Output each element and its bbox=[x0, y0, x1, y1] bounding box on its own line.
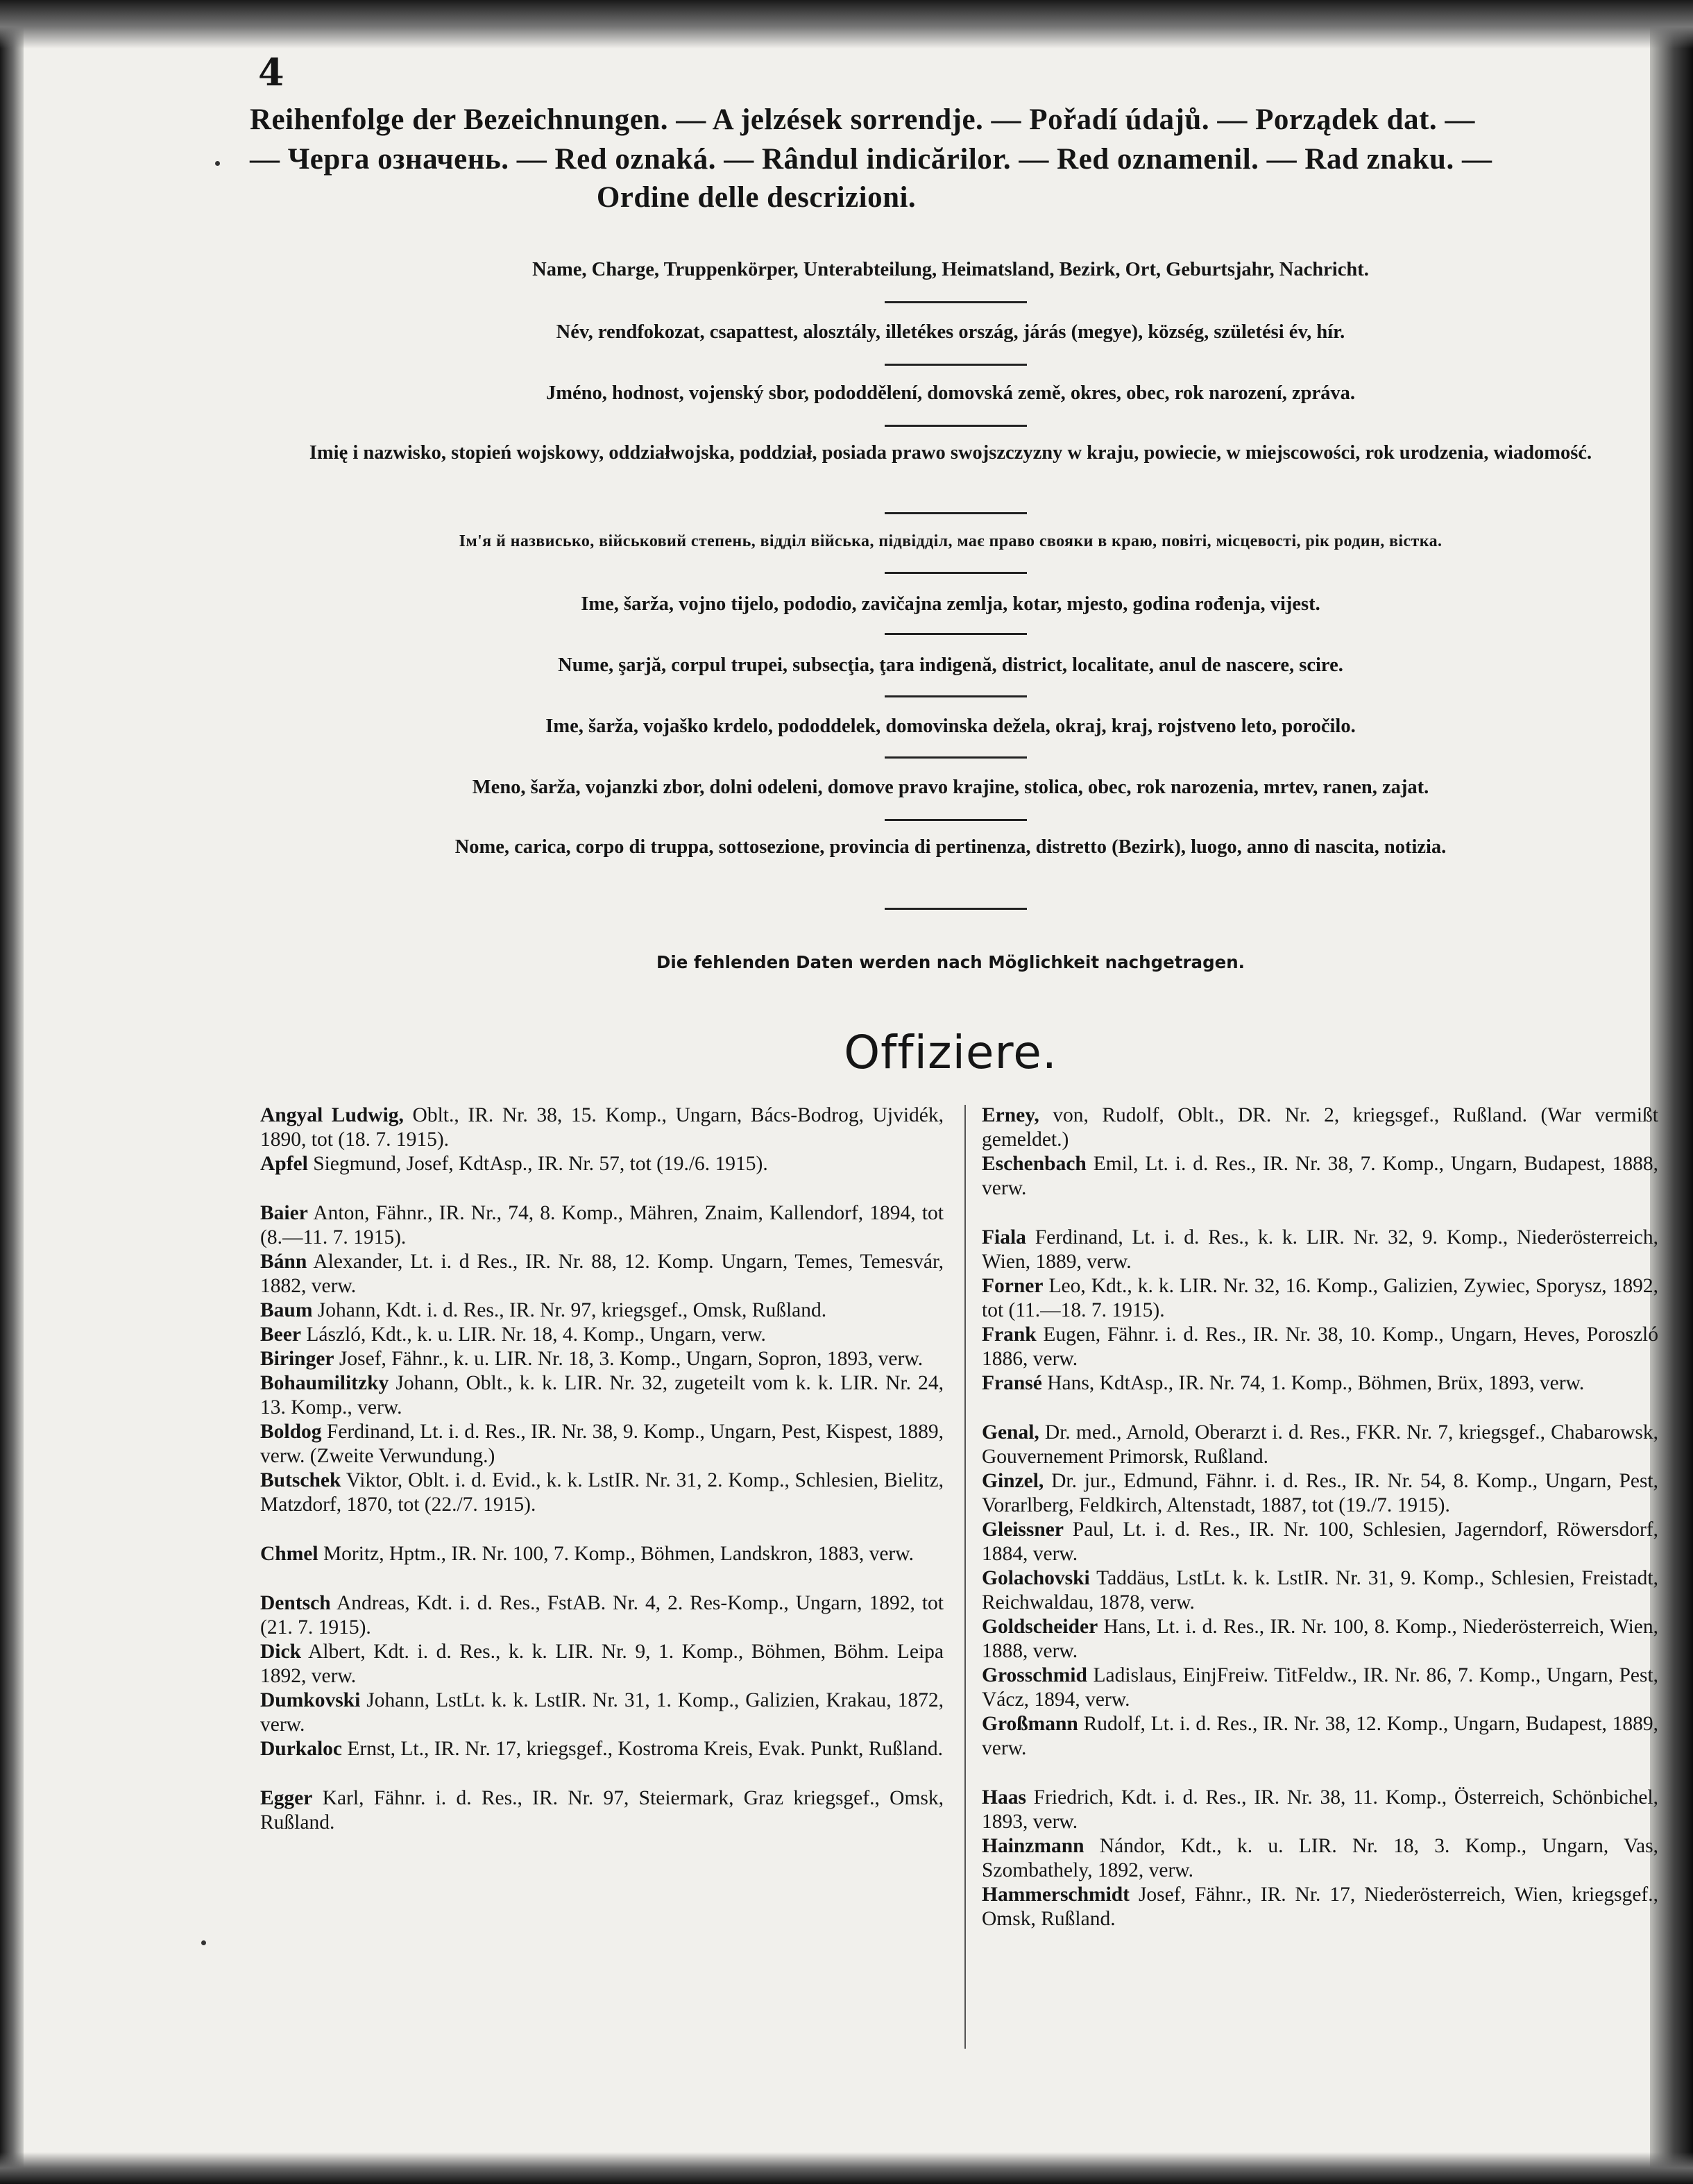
officer-details: Albert, Kdt. i. d. Res., k. k. LIR. Nr. 9, 1. Komp., Böhmen, Böhm. Leipa 1892, verw. bbox=[260, 1641, 944, 1687]
description-italian: Nome, carica, corpo di truppa, sottosezione, provincia di pertinenza, distretto (Bezirk), luogo, anno di nascita, notizia. bbox=[454, 836, 1447, 858]
officer-surname: Haas bbox=[982, 1786, 1026, 1809]
officer-surname: Biringer bbox=[260, 1348, 334, 1370]
roster-entry bbox=[982, 1469, 1658, 1518]
section-heading: Offiziere. bbox=[844, 1026, 1057, 1079]
officer-surname: Boldog bbox=[260, 1421, 322, 1443]
entry-spacer bbox=[260, 1566, 944, 1591]
roster-entry bbox=[260, 1103, 944, 1152]
entry-spacer bbox=[982, 1201, 1658, 1226]
officer-surname: Ginzel, bbox=[982, 1470, 1044, 1492]
officer-details: Eugen, Fähnr. i. d. Res., IR. Nr. 38, 10. Komp., Ungarn, Heves, Poroszló 1886, verw. bbox=[982, 1323, 1658, 1370]
description-romanian: Nume, şarjă, corpul trupei, subsecţia, ţara indigenă, district, localitate, anul de nascere, scire. bbox=[558, 654, 1343, 676]
description-slovene: Ime, šarža, vojaško krdelo, pododdelek, domovinska dežela, okraj, kraj, rojstveno leto, poročilo. bbox=[545, 716, 1356, 737]
roster-entry bbox=[982, 1664, 1658, 1712]
officer-details: László, Kdt., k. u. LIR. Nr. 18, 4. Komp., Ungarn, verw. bbox=[300, 1323, 766, 1346]
entry-spacer bbox=[260, 1517, 944, 1542]
officer-surname: Golachovski bbox=[982, 1567, 1090, 1589]
officer-details: Anton, Fähnr., IR. Nr., 74, 8. Komp., Mähren, Znaim, Kallendorf, 1894, tot (8.—11. 7. 1915). bbox=[260, 1202, 944, 1248]
right-column-entries bbox=[982, 1103, 1658, 1931]
officer-surname: Beer bbox=[260, 1323, 301, 1346]
roster-entry bbox=[260, 1250, 944, 1298]
officer-surname: Goldscheider bbox=[982, 1616, 1098, 1638]
roster-entry bbox=[260, 1201, 944, 1250]
officer-details: Ernst, Lt., IR. Nr. 17, kriegsgef., Kostroma Kreis, Evak. Punkt, Rußland. bbox=[342, 1738, 944, 1760]
roster-entry bbox=[260, 1737, 944, 1761]
description-german: Name, Charge, Truppenkörper, Unterabteilung, Heimatsland, Bezirk, Ort, Geburtsjahr, Nachricht. bbox=[532, 259, 1369, 280]
roster-entry bbox=[982, 1226, 1658, 1274]
roster-entry bbox=[982, 1103, 1658, 1152]
officer-surname: Genal, bbox=[982, 1421, 1039, 1444]
roster-entry bbox=[260, 1688, 944, 1737]
roster-entry bbox=[982, 1566, 1658, 1615]
officer-details: Andreas, Kdt. i. d. Res., FstAB. Nr. 4, 2. Res-Komp., Ungarn, 1892, tot (21. 7. 1915). bbox=[260, 1592, 944, 1639]
roster-entry bbox=[260, 1786, 944, 1835]
officer-details: Dr. jur., Edmund, Fähnr. i. d. Res., IR. Nr. 54, 8. Komp., Ungarn, Pest, Vorarlberg, Feldkirch, Altenstadt, 1887, tot (19./7. 1915). bbox=[982, 1470, 1658, 1516]
officer-details: Paul, Lt. i. d. Res., IR. Nr. 100, Schlesien, Jagerndorf, Röwersdorf, 1884, verw. bbox=[982, 1518, 1658, 1565]
officer-details: Hans, KdtAsp., IR. Nr. 74, 1. Komp., Böhmen, Brüx, 1893, verw. bbox=[1041, 1372, 1585, 1394]
officer-details: Oblt., IR. Nr. 38, 15. Komp., Ungarn, Bács-Bodrog, Ujvidék, 1890, tot (18. 7. 1915). bbox=[260, 1104, 944, 1151]
officer-details: von, Rudolf, Oblt., DR. Nr. 2, kriegsgef., Rußland. (War vermißt gemeldet.) bbox=[982, 1104, 1658, 1151]
divider-rule bbox=[885, 819, 1027, 821]
roster-entry bbox=[260, 1152, 944, 1176]
title-line-2: — Черга означень. — Red oznaká. — Rândul indicărilor. — Red oznamenil. — Rad znaku. — bbox=[250, 143, 1492, 176]
officer-surname: Gleissner bbox=[982, 1518, 1064, 1541]
officer-details: Alexander, Lt. i. d Res., IR. Nr. 88, 12. Komp. Ungarn, Temes, Temesvár, 1882, verw. bbox=[260, 1251, 944, 1297]
officer-surname: Baum bbox=[260, 1299, 313, 1321]
roster-entry bbox=[982, 1274, 1658, 1323]
officer-surname: Eschenbach bbox=[982, 1153, 1087, 1175]
officer-details: Josef, Fähnr., k. u. LIR. Nr. 18, 3. Komp., Ungarn, Sopron, 1893, verw. bbox=[334, 1348, 924, 1370]
divider-rule bbox=[885, 908, 1027, 910]
officer-surname: Bohaumilitzky bbox=[260, 1372, 389, 1394]
officer-details: Rudolf, Lt. i. d. Res., IR. Nr. 38, 12. Komp., Ungarn, Budapest, 1889, verw. bbox=[982, 1713, 1658, 1759]
officer-surname: Großmann bbox=[982, 1713, 1078, 1735]
scan-edge-bottom bbox=[0, 2152, 1693, 2184]
officer-surname: Chmel bbox=[260, 1543, 318, 1565]
scan-edge-left bbox=[0, 0, 24, 2184]
officer-surname: Grosschmid bbox=[982, 1664, 1087, 1686]
roster-entry bbox=[982, 1152, 1658, 1201]
roster-entry bbox=[260, 1640, 944, 1688]
roster-entry bbox=[260, 1591, 944, 1640]
scan-edge-top bbox=[0, 0, 1693, 49]
officer-details: Nándor, Kdt., k. u. LIR. Nr. 18, 3. Komp., Ungarn, Vas, Szombathely, 1892, verw. bbox=[982, 1835, 1658, 1881]
officer-surname: Dumkovski bbox=[260, 1689, 361, 1711]
divider-rule bbox=[885, 425, 1027, 427]
title-line-1: Reihenfolge der Bezeichnungen. — A jelzések sorrendje. — Pořadí údajů. — Porządek dat. — bbox=[250, 103, 1475, 136]
roster-entry bbox=[982, 1323, 1658, 1371]
entry-spacer bbox=[982, 1761, 1658, 1786]
divider-rule bbox=[885, 695, 1027, 697]
roster-entry bbox=[982, 1834, 1658, 1883]
officer-surname: Frank bbox=[982, 1323, 1037, 1346]
divider-rule bbox=[885, 756, 1027, 759]
officer-details: Leo, Kdt., k. k. LIR. Nr. 32, 16. Komp., Galizien, Zywiec, Sporysz, 1892, tot (11.—18. 7. 1915). bbox=[982, 1275, 1658, 1321]
officer-surname: Apfel bbox=[260, 1153, 308, 1175]
page-number: 4 bbox=[258, 50, 284, 94]
officer-details: Viktor, Oblt. i. d. Evid., k. k. LstIR. Nr. 31, 2. Komp., Schlesien, Bielitz, Matzdorf, 1870, tot (22./7. 1915). bbox=[260, 1469, 944, 1516]
officer-surname: Baier bbox=[260, 1202, 308, 1224]
officer-details: Karl, Fähnr. i. d. Res., IR. Nr. 97, Steiermark, Graz kriegsgef., Omsk, Rußland. bbox=[260, 1787, 944, 1834]
divider-rule bbox=[885, 512, 1027, 514]
description-czech: Jméno, hodnost, vojenský sbor, pododdělení, domovská země, okres, obec, rok narození, zpráva. bbox=[546, 382, 1355, 404]
officer-details: Josef, Fähnr., IR. Nr. 17, Niederösterreich, Wien, kriegsgef., Omsk, Rußland. bbox=[982, 1884, 1658, 1930]
roster-entry bbox=[982, 1786, 1658, 1834]
description-slovak: Meno, šarža, vojanzki zbor, dolni odeleni, domove pravo krajine, stolica, obec, rok narozenia, mrtev, ranen, zajat. bbox=[472, 777, 1429, 798]
officer-surname: Erney, bbox=[982, 1104, 1039, 1126]
officer-details: Moritz, Hptm., IR. Nr. 100, 7. Komp., Böhmen, Landskron, 1883, verw. bbox=[318, 1543, 914, 1565]
divider-rule bbox=[885, 301, 1027, 303]
officer-details: Friedrich, Kdt. i. d. Res., IR. Nr. 38, 11. Komp., Österreich, Schönbichel, 1893, verw. bbox=[982, 1786, 1658, 1833]
officer-surname: Bánn bbox=[260, 1251, 307, 1273]
divider-rule bbox=[885, 633, 1027, 635]
officer-surname: Hainzmann bbox=[982, 1835, 1084, 1857]
roster-entry bbox=[982, 1712, 1658, 1761]
roster-entry bbox=[260, 1298, 944, 1323]
scan-speck bbox=[215, 161, 220, 166]
officer-details: Ladislaus, EinjFreiw. TitFeldw., IR. Nr. 86, 7. Komp., Ungarn, Pest, Vácz, 1894, verw. bbox=[982, 1664, 1658, 1711]
column-divider bbox=[964, 1105, 966, 2049]
roster-entry bbox=[260, 1347, 944, 1371]
left-column-entries bbox=[260, 1103, 944, 1835]
entry-spacer bbox=[260, 1176, 944, 1201]
entry-spacer bbox=[260, 1761, 944, 1786]
officer-surname: Hammerschmidt bbox=[982, 1884, 1130, 1906]
officer-details: Dr. med., Arnold, Oberarzt i. d. Res., FKR. Nr. 7, kriegsgef., Chabarowsk, Gouvernement Primorsk, Rußland. bbox=[982, 1421, 1658, 1468]
officer-details: Emil, Lt. i. d. Res., IR. Nr. 38, 7. Komp., Ungarn, Budapest, 1888, verw. bbox=[982, 1153, 1658, 1199]
officer-details: Johann, Kdt. i. d. Res., IR. Nr. 97, kriegsgef., Omsk, Rußland. bbox=[312, 1299, 827, 1321]
officer-details: Ferdinand, Lt. i. d. Res., k. k. LIR. Nr. 32, 9. Komp., Niederösterreich, Wien, 1889, verw. bbox=[982, 1226, 1658, 1273]
description-polish: Imię i nazwisko, stopień wojskowy, oddziałwojska, poddział, posiada prawo swojszczyzny w kraju, powiecie, w miejscowości, rok urodzenia, wiadomość. bbox=[309, 442, 1592, 464]
officer-details: Hans, Lt. i. d. Res., IR. Nr. 100, 8. Komp., Niederösterreich, Wien, 1888, verw. bbox=[982, 1616, 1658, 1662]
officer-surname: Dick bbox=[260, 1641, 301, 1663]
officer-surname: Forner bbox=[982, 1275, 1044, 1297]
roster-entry bbox=[982, 1615, 1658, 1664]
description-hungarian: Név, rendfokozat, csapattest, alosztály, illetékes ország, járás (megye), község, születési év, hír. bbox=[556, 321, 1345, 343]
description-ukrainian: Ім'я й назвисько, військовий степень, відділ війська, підвідділ, має право свояки в краю, повіті, місцевості, рік родин, вістка. bbox=[459, 532, 1443, 550]
officer-details: Siegmund, Josef, KdtAsp., IR. Nr. 57, tot (19./6. 1915). bbox=[307, 1153, 768, 1175]
divider-rule bbox=[885, 364, 1027, 366]
officer-surname: Butschek bbox=[260, 1469, 341, 1491]
officer-surname: Egger bbox=[260, 1787, 313, 1809]
officer-surname: Durkaloc bbox=[260, 1738, 342, 1760]
roster-entry bbox=[982, 1421, 1658, 1469]
officer-details: Johann, Oblt., k. k. LIR. Nr. 32, zugeteilt vom k. k. LIR. Nr. 24, 13. Komp., verw. bbox=[260, 1372, 944, 1419]
roster-entry bbox=[982, 1371, 1658, 1396]
officer-details: Ferdinand, Lt. i. d. Res., IR. Nr. 38, 9. Komp., Ungarn, Pest, Kispest, 1889, verw. (Zweite Verwundung.) bbox=[260, 1421, 944, 1467]
title-line-3: Ordine delle descrizioni. bbox=[596, 181, 917, 214]
roster-entry bbox=[260, 1371, 944, 1420]
officer-surname: Angyal Ludwig, bbox=[260, 1104, 404, 1126]
officer-details: Johann, LstLt. k. k. LstIR. Nr. 31, 1. Komp., Galizien, Krakau, 1872, verw. bbox=[260, 1689, 944, 1736]
entry-spacer bbox=[982, 1396, 1658, 1421]
roster-entry bbox=[260, 1420, 944, 1468]
officer-details: Taddäus, LstLt. k. k. LstIR. Nr. 31, 9. Komp., Schlesien, Freistadt, Reichwaldau, 1878, verw. bbox=[982, 1567, 1658, 1614]
officer-surname: Fiala bbox=[982, 1226, 1026, 1248]
roster-entry bbox=[260, 1323, 944, 1347]
roster-entry bbox=[260, 1468, 944, 1517]
officer-surname: Dentsch bbox=[260, 1592, 331, 1614]
scan-speck bbox=[201, 1940, 206, 1945]
roster-entry bbox=[982, 1883, 1658, 1931]
divider-rule bbox=[885, 572, 1027, 574]
roster-entry bbox=[260, 1542, 944, 1566]
missing-data-notice: Die fehlenden Daten werden nach Möglichkeit nachgetragen. bbox=[656, 952, 1245, 972]
officer-surname: Fransé bbox=[982, 1372, 1042, 1394]
description-croatian: Ime, šarža, vojno tijelo, pododio, zavičajna zemlja, kotar, mjesto, godina rođenja, vijest. bbox=[581, 593, 1320, 615]
roster-entry bbox=[982, 1518, 1658, 1566]
